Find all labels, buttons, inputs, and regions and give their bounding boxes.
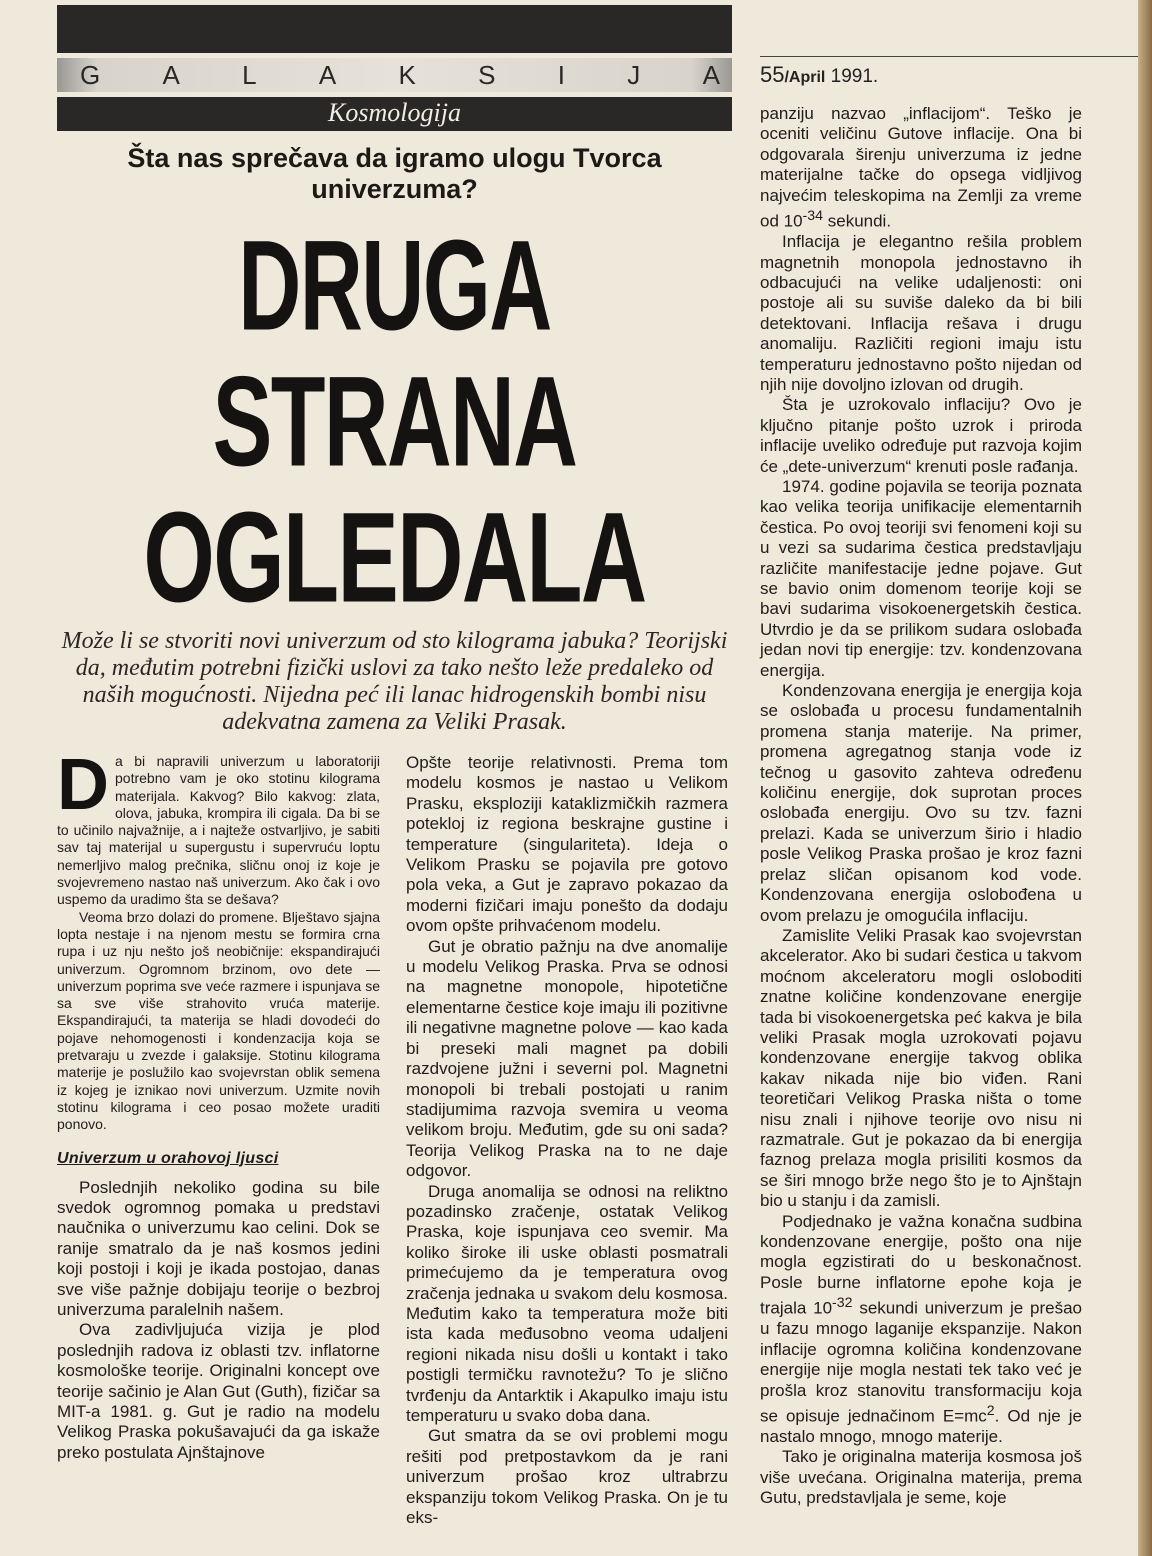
section-subhead: Univerzum u orahovoj ljusci (57, 1149, 279, 1167)
paragraph: Opšte teorije relativnosti. Prema tom modelu kosmos je nastao u Velikom Prasku, eksploziji kataklizmičkih razmera potekloj iz regiona beskrajne gustine i temperature (singulariteta). Ideja o Velikom Prasku se pojavila pre gotovo pola veka, a Gut je zapravo pokazao da moderni fizičari imaju ponešto da dodaju ovom opšte prihvaćenom modelu. (406, 753, 728, 936)
masthead-letter: A (702, 59, 720, 90)
masthead-letter: A (162, 59, 180, 90)
title-line-3: OGLEDALA (143, 486, 646, 629)
paragraph: Gut smatra da se ovi problemi mogu rešiti pod pretpostavkom da je rani univerzum prošao kroz ultrabrzu ekspanziju tokom Velikog Praska. On je tu eks- (406, 1426, 728, 1528)
issue-number: 55 (760, 62, 785, 87)
top-dark-bar (57, 5, 732, 53)
masthead-letter: S (478, 59, 496, 90)
article-subtitle: Šta nas sprečava da igramo ulogu Tvorca univerzuma? (127, 143, 662, 204)
paragraph: 1974. godine pojavila se teorija poznata kao velika teorija unifikacije elementarnih čestica. Po ovoj teoriji svi fenomeni koji su u vezi sa sudarima čestica predstavljaju različite manifestacije jedne pojave. Gut se bavio onim domenom teorije koji se bavi sudarima visokoenergetskih čestica. Utvrdio je da se prilikom sudara oslobađa jedan novi tip energije: tzv. kondenzovana energija. (760, 476, 1082, 680)
intro-paragraph-2: Veoma brzo dolazi do promene. Blještavo sjajna lopta nestaje i na njenom mestu se formira crna rupa i uz nju nešto još neobičnije: ekspandirajući univerzum. Ogromnom brzinom, ovo dete — univerzum poprima sve veće razmere i ispunjava se sa sve više strahovito vruća materije. Ekspandirajući, ta materija se hladi dovodeći do pojave nehomogenosti i kondenzacija koja se pretvaraju u zvezde i galaksije. Stotinu kilograma materije je poslužilo kao svojevrstan oblik semena iz kojeg je iznikao novi univerzum. Uzmite novih stotinu kilograma i ceo posao možete uraditi ponovo. (57, 908, 380, 1133)
text-run: sekundi univerzum je prešao u fazu mnogo laganije ekspanzije. Nakon inflacije ogromna količina kondenzovane energije nije mogla nestati tek tako već je prošla kroz stanovitu transformaciju koja se opisuje jednačinom E=mc (760, 1298, 1082, 1426)
paragraph (760, 1212, 1082, 1448)
drop-cap: D (57, 745, 109, 825)
text-run: Podjednako je važna konačna sudbina kondenzovane energije, pošto ona nije mogla egzistirati do u beskonačnost. Posle burne inflatorne epohe koja je trajala 10 (760, 1211, 1082, 1318)
exponent: -32 (832, 1295, 853, 1312)
column-1 (57, 745, 380, 1463)
paragraph: Tako je originalna materija kosmosa još više uvećana. Originalna materija, prema Gutu, predstavljala je seme, koje (760, 1447, 1082, 1508)
masthead-letter: L (242, 59, 257, 90)
intro-text-1: a bi napravili univerzum u laboratoriji potrebno vam je oko stotinu kilograma materijala. Kakvog? Bilo kakvog: zlata, olova, jabuka, krompira ili cigala. Da bi se to učinilo najvažnije, a i najteže ostvarljivo, je sabiti sav taj materijal u supergustu i supervruću loptu nemerljivo malog prečnika, sličnu onoj iz koje je svojevremeno nastao naš univerzum. Ako čak i ovo uspemo da uradimo šta se dešava? (57, 753, 380, 908)
title-line-1: DRUGA (238, 214, 551, 357)
intro-paragraph-1 (57, 745, 380, 909)
paragraph: Šta je uzrokovalo inflaciju? Ovo je ključno pitanje pošto uzrok i priroda inflacije uveliko određuje put razvoja kojim će „dete-univerzum“ krenuti posle rađanja. (760, 395, 1082, 476)
issue-rule (760, 56, 1138, 57)
paragraph (760, 104, 1082, 232)
masthead-letter: J (627, 59, 641, 90)
intro-text (57, 745, 380, 1134)
exponent: -34 (802, 208, 824, 225)
masthead-letter: K (398, 59, 416, 90)
issue-month: /April (784, 69, 826, 86)
paragraph: Gut je obratio pažnju na dve anomalije u modelu Velikog Praska. Prva se odnosi na magnetne monopole, hipotetične elementarne čestice koje imaju ili pozitivne ili negativne magnetne polove — kao kada bi preseki mali magnet pa dobili razdvojene južni i severni pol. Magnetni monopoli bi trebali postojati u ranim stadijumima razvoja svemira u veoma velikom broju. Međutim, gde su oni sada? Teorija Velikog Praska na to ne daje odgovor. (406, 936, 728, 1181)
masthead-letter: A (318, 59, 337, 90)
masthead-letters (80, 58, 720, 92)
column-2 (406, 753, 728, 1528)
section-label: Kosmologija (57, 97, 732, 131)
text-run: sekundi. (823, 211, 892, 231)
page-edge (1138, 0, 1152, 1556)
paragraph: Ova zadivljujuća vizija je plod poslednjih radova iz oblasti tzv. inflatorne kosmološke teorije. Originalni koncept ove teorije sačinio je Alan Gut (Guth), fizičar sa MIT-a 1981. g. Gut je radio na modelu Velikog Praska pokušavajući da ga iskaže preko postulata Ajnštajnove (57, 1320, 380, 1462)
exponent: 2 (986, 1402, 995, 1419)
masthead-letter: I (557, 59, 565, 90)
title-line-2: STRANA (212, 350, 577, 493)
paragraph: Poslednjih nekoliko godina su bile svedok ogromnog pomaka u predstavi naučnika o univerzumu kao celini. Dok se ranije smatralo da je naš kosmos jedini koji postoji i koji je ikada postojao, danas sve više pažnje dobijaju teorije o bezbroj univerzuma paralelnih našem. (57, 1177, 380, 1319)
text-run: . Od nje je nastalo mnogo, mnogo materije. (760, 1406, 1082, 1446)
article-lead: Može li se stvoriti novi univerzum od sto kilograma jabuka? Teorijski da, međutim potrebni fizički uslovi za tako nešto leže predaleko od naših mogućnosti. Nijedna peć ili lanac hidrogenskih bombi nisu adekvatna zamena za Veliki Prasak. (61, 628, 728, 735)
masthead-letter: G (80, 59, 101, 90)
paragraph: Zamislite Veliki Prasak kao svojevrstan akcelerator. Ako bi sudari čestica u takvom moćnom akceleratoru mogli osloboditi znatne količine kondenzovane energije tada bi visokoenergetska peć kakva je bila veliki Prasak mogla uzrokovati pojavu kondenzovane energije takvog oblika kakav nikada nije bio viđen. Rani teoretičari Velikog Praska ništa o tome nisu znali i njihove teorije ovo nisu ni razmatrale. Gut je pokazao da bi energija faznog prelaza mogla prisiliti kosmos da se širi mnogo brže nego što je to Ajnštajn bio u stanju i da zamisli. (760, 925, 1082, 1211)
paragraph: Kondenzovana energija je energija koja se oslobađa u procesu fundamentalnih promena stanja materije. Na primer, promena agregatnog stanja vode iz tečnog u gasovito zahteva određenu količinu energije, dok suprotan proces oslobađa energiju. Ovo su tzv. fazni prelazi. Kada se univerzum širio i hladio posle Velikog Praska prošao je kroz fazni prelaz sličan opisanom kod vode. Kondenzovana energija oslobođena u ovom prelazu je omogućila inflaciju. (760, 681, 1082, 925)
paragraph: Inflacija je elegantno rešila problem magnetnih monopola jednostavno ih odbacujući na velike udaljenosti: oni postoje ali su suviše daleko da bi bili detektovani. Inflacija rešava i drugu anomaliju. Različiti regioni imaju istu temperaturu jednostavno pošto nijedan od njih nije dovoljno izlovan od drugih. (760, 232, 1082, 394)
body-text-col1 (57, 1178, 380, 1464)
issue-info (760, 62, 878, 88)
issue-year: 1991. (825, 66, 879, 87)
text-run: panziju nazvao „inflacijom“. Teško je oceniti veličinu Gutove inflacije. Ona bi odgovarala širenju univerzuma iz jedne materijalne tačke do opsega vidljivog najvećim teleskopima na Zemlji za vreme od 10 (760, 104, 1082, 231)
paragraph: Druga anomalija se odnosi na reliktno pozadinsko zračenje, ostatak Velikog Praska, koje ispunjava ceo svemir. Ma koliko široke ili uske oblasti posmatrali primećujemo da je temperatura ovog zračenja jednaka u svakom delu kosmosa. Međutim kako ta temperatura može biti ista kada međusobno veoma udaljeni regioni nikada nisu došli u kontakt i tako postigli termičku ravnotežu? To je slično tvrđenju da Antarktik i Akapulko imaju istu temperaturu u svako doba dana. (406, 1181, 728, 1425)
column-3 (760, 104, 1082, 1509)
